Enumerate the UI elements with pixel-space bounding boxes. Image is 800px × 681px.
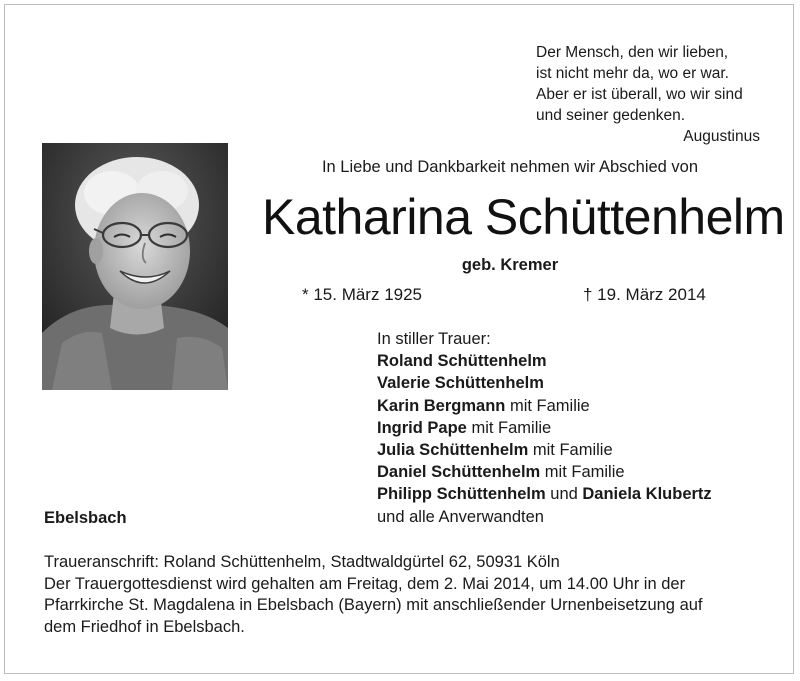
service-details-line: Der Trauergottesdienst wird gehalten am Freitag, dem 2. Mai 2014, um 14.00 Uhr in der	[44, 574, 686, 593]
service-details-line: dem Friedhof in Ebelsbach.	[44, 617, 245, 636]
death-date: † 19. März 2014	[583, 285, 706, 304]
portrait-illustration	[42, 143, 228, 390]
mourning-heading: In stiller Trauer:	[377, 330, 491, 348]
mourning-closing: und alle Anverwandten	[377, 507, 544, 526]
memorial-quote	[536, 42, 760, 147]
mourner-entry	[377, 417, 777, 439]
mourner-suffix: mit Familie	[528, 441, 613, 460]
mourner-name: Julia Schüttenhelm	[377, 441, 529, 460]
mourner-entry	[377, 483, 777, 505]
mourner-suffix: mit Familie	[540, 463, 625, 482]
mourner-name: Daniela Klubertz	[582, 485, 712, 504]
mourner-entry	[377, 350, 777, 372]
mourner-entry	[377, 372, 777, 394]
mourner-name: Valerie Schüttenhelm	[377, 374, 544, 393]
mourner-entry	[377, 439, 777, 461]
mourner-name: Karin Bergmann	[377, 396, 506, 415]
service-details-line: Pfarrkirche St. Magdalena in Ebelsbach (Bayern) mit anschließender Urnenbeisetzung auf	[44, 596, 703, 614]
birth-date: * 15. März 1925	[302, 285, 423, 304]
mourner-suffix: mit Familie	[505, 396, 590, 415]
mourning-address: Traueranschrift: Roland Schüttenhelm, Stadtwaldgürtel 62, 50931 Köln	[44, 553, 560, 571]
mourner-entry	[377, 461, 777, 483]
quote-author: Augustinus	[683, 128, 760, 145]
mourner-suffix: mit Familie	[466, 418, 552, 437]
quote-line: ist nicht mehr da, wo er war.	[536, 65, 729, 82]
quote-line: und seiner gedenken.	[536, 107, 686, 124]
place-name: Ebelsbach	[44, 509, 127, 527]
mourner-name: Roland Schüttenhelm	[377, 352, 547, 371]
funeral-details	[44, 552, 764, 638]
quote-line: Aber er ist überall, wo wir sind	[536, 86, 743, 103]
mourners-list	[377, 328, 777, 528]
farewell-intro: In Liebe und Dankbarkeit nehmen wir Abschied von	[321, 158, 699, 176]
portrait-photo	[42, 143, 228, 390]
maiden-name: geb. Kremer	[461, 256, 559, 274]
deceased-name: Katharina Schüttenhelm	[262, 189, 785, 245]
mourner-conjunction: und	[545, 485, 583, 504]
mourner-entry	[377, 395, 777, 417]
quote-line: Der Mensch, den wir lieben,	[536, 44, 729, 61]
mourner-name: Ingrid Pape	[377, 418, 467, 437]
mourner-name: Daniel Schüttenhelm	[377, 463, 541, 482]
mourner-name: Philipp Schüttenhelm	[377, 485, 546, 504]
